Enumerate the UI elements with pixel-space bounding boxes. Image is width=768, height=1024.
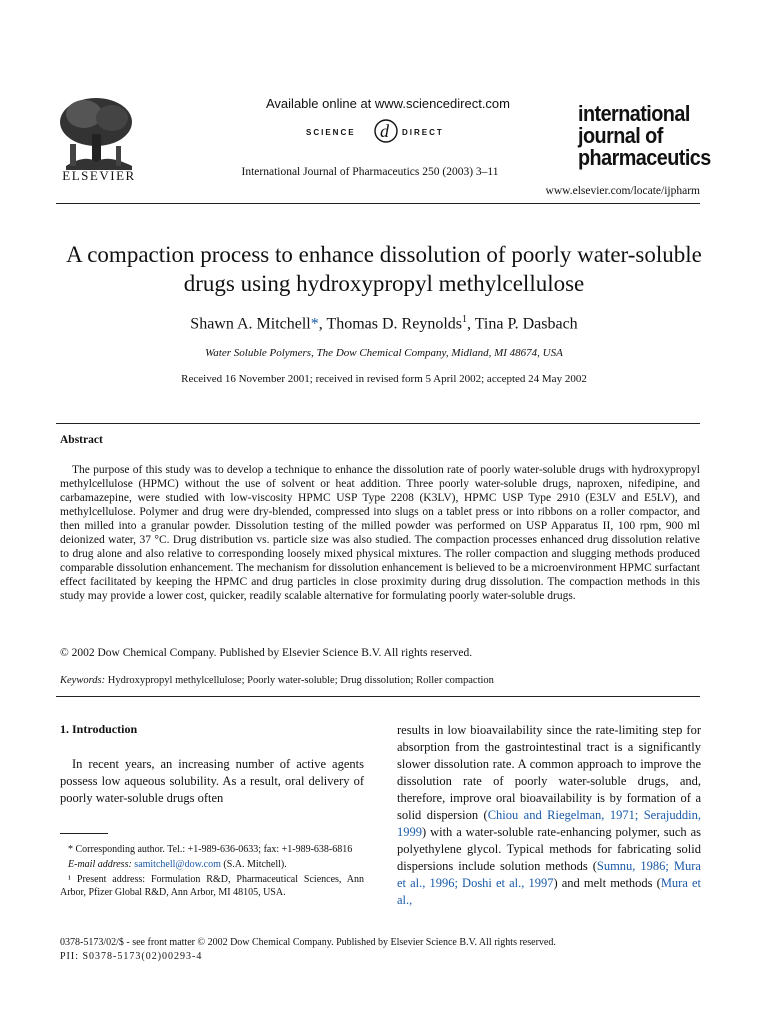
- footnote-corresponding: * Corresponding author. Tel.: +1-989-636-0633; fax: +1-989-638-6816: [68, 844, 353, 855]
- keywords-text: Hydroxypropyl methylcellulose; Poorly water-soluble; Drug dissolution; Roller compaction: [107, 675, 494, 686]
- received-dates: Received 16 November 2001; received in revised form 5 April 2002; accepted 24 May 2002: [181, 373, 587, 385]
- header-divider: [56, 203, 700, 204]
- abstract-body: The purpose of this study was to develop a technique to enhance the dissolution rate of poorly water-soluble drugs with hydroxypropyl methylcellulose (HPMC) without the use of solvent or heat addition. Three poorly water-soluble drugs, naproxen, nifedipine, and carbamazepine, were studied with low-viscosity HPMC USP Type 2208 (K3LV), HPMC USP Type 2910 (E3LV and E5LV), and methylcellulose. Polymer and drug were dry-blended, compressed into slugs on a tablet press or into ribbons on a roller compactor, and then milled into a granular powder. Dissolution testing of the milled powder was performed on USP Apparatus II, 100 rpm, 900 ml deionized water, 37 °C. Drug distribution vs. particle size was also studied. The compaction processes enhanced drug dissolution relative to drug alone and also relative to corresponding loosely mixed physical mixtures. The roller compaction and slugging methods produced comparable dissolution enhancement. The mechanism for dissolution enhancement is believed to be a microenvironment HPMC surfactant effect facilitated by keeping the HPMC and drug particles in close proximity during drug dissolution. The compaction methods in this study may provide a lower cost, quicker, readily scalable alternative for formulating poorly water-soluble drugs.: [60, 464, 700, 602]
- brand-line-3: pharmaceutics: [578, 145, 711, 170]
- email-link[interactable]: samitchell@dow.com: [134, 859, 221, 870]
- abstract-heading: Abstract: [60, 434, 103, 446]
- corresponding-author-mark[interactable]: *: [310, 315, 319, 333]
- section-heading-introduction: 1. Introduction: [60, 722, 138, 736]
- author-dasbach: , Tina P. Dasbach: [467, 315, 578, 333]
- sciencedirect-left-text: SCIENCE: [306, 128, 356, 137]
- footnote-divider: [60, 833, 108, 834]
- affiliation: Water Soluble Polymers, The Dow Chemical Company, Midland, MI 48674, USA: [205, 347, 563, 359]
- journal-url[interactable]: www.elsevier.com/locate/ijpharm: [545, 185, 700, 197]
- keywords-bottom-divider: [56, 696, 700, 697]
- author-mitchell: Shawn A. Mitchell: [190, 315, 311, 333]
- sciencedirect-logo-icon: [298, 117, 478, 145]
- keywords-line: [60, 675, 494, 686]
- citation-link-2[interactable]: Sumnu, 1986; Mura et al., 1996; Doshi et al., 1997: [397, 859, 701, 890]
- pii-line: PII: S0378-5173(02)00293-4: [60, 951, 203, 962]
- brand-line-1: international: [578, 101, 690, 126]
- email-label: E-mail address:: [68, 859, 132, 870]
- sciencedirect-right-text: DIRECT: [402, 128, 444, 137]
- intro-right-text-1: results in low bioavailability since the rate-limiting step for absorption from the gastrointestinal tract is a significantly slower dissolution rate. A common approach to improve the dissolution rate of poorly water-soluble drugs, and, therefore, improve oral bioavailability is by formation of a solid dispersion (: [397, 723, 701, 822]
- abstract-copyright: © 2002 Dow Chemical Company. Published by Elsevier Science B.V. All rights reserved.: [60, 647, 473, 659]
- keywords-label: Keywords:: [60, 675, 106, 686]
- front-matter-line: 0378-5173/02/$ - see front matter © 2002 Dow Chemical Company. Published by Elsevier Science B.V. All rights reserved.: [60, 937, 556, 948]
- article-title: A compaction process to enhance dissolution of poorly water-soluble drugs using hydroxypropyl methylcellulose: [66, 242, 702, 296]
- intro-right-text-2: ) with a water-soluble rate-enhancing polymer, such as polyethylene glycol. Typical methods for fabricating solid dispersions include solution methods (: [397, 825, 701, 873]
- citation-link-3[interactable]: Mura et al.,: [397, 876, 702, 907]
- intro-left-column: In recent years, an increasing number of active agents possess low aqueous solubility. As a result, oral delivery of poorly water-soluble drugs often: [60, 757, 364, 805]
- author-list: [40, 314, 728, 333]
- journal-citation: International Journal of Pharmaceutics 250 (2003) 3–11: [241, 166, 499, 178]
- intro-right-column: [397, 722, 701, 909]
- journal-brand: [578, 103, 726, 169]
- brand-line-2: journal of: [578, 123, 663, 148]
- abstract-top-divider: [56, 423, 700, 424]
- citation-link-1[interactable]: Chiou and Riegelman, 1971; Serajuddin, 1999: [397, 808, 702, 839]
- svg-text:d: d: [380, 121, 389, 141]
- intro-right-text-3: ) and melt methods (: [553, 876, 661, 890]
- footnote-present-address: ¹ Present address: Formulation R&D, Pharmaceutical Sciences, Ann Arbor, Pfizer Global R&D, Ann Arbor, MI 48105, USA.: [60, 874, 364, 898]
- author-reynolds: , Thomas D. Reynolds: [318, 315, 462, 333]
- email-suffix: (S.A. Mitchell).: [220, 859, 287, 870]
- footnotes: [60, 843, 364, 901]
- available-online-text: Available online at www.sciencedirect.com: [266, 96, 510, 111]
- publisher-name: ELSEVIER: [62, 168, 136, 183]
- footnote-mark-1[interactable]: 1: [462, 314, 467, 325]
- footnote-email: [60, 858, 364, 871]
